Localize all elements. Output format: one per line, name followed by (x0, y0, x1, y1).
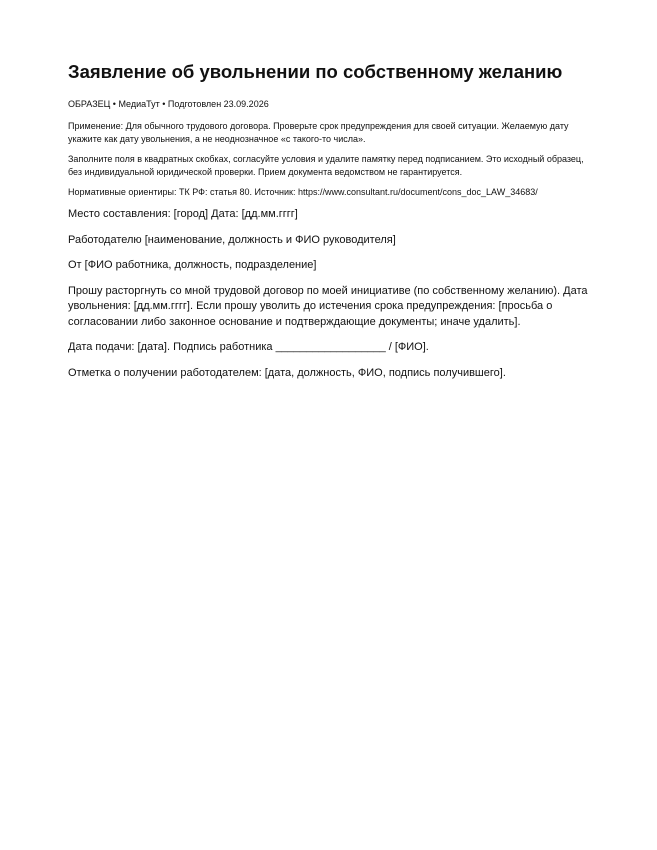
legal-references: Нормативные ориентиры: ТК РФ: статья 80. Источник: https://www.consultant.ru/document/cons_doc_LAW_34683/ (68, 187, 538, 197)
place-and-date-line: Место составления: [город] Дата: [дд.мм.гггг] (68, 208, 298, 220)
employer-receipt-mark-line: Отметка о получении работодателем: [дата, должность, ФИО, подпись получившего]. (68, 366, 506, 379)
resignation-request-paragraph: Прошу расторгнуть со мной трудовой договор по моей инициативе (по собственному желанию). Дата увольнения: [дд.мм.гггг]. Если прошу уволить до истечения срока предупреждения: [просьба о согласовании либо законное основание и подтверждающие документы; иначе удалить]. (68, 284, 588, 328)
document-meta: ОБРАЗЕЦ • МедиаТут • Подготовлен 23.09.2026 (68, 99, 269, 109)
employee-sender-line: От [ФИО работника, должность, подразделение] (68, 259, 317, 271)
employer-addressee-line: Работодателю [наименование, должность и ФИО руководителя] (68, 233, 396, 246)
document-title: Заявление об увольнении по собственному желанию (68, 61, 563, 82)
document-page (68, 60, 592, 391)
submission-signature-line: Дата подачи: [дата]. Подпись работника __________________ / [ФИО]. (68, 341, 429, 353)
application-note: Применение: Для обычного трудового договора. Проверьте срок предупреждения для своей ситуации. Желаемую дату укажите как дату увольнения, а не неоднозначное «с такого-то числа». (68, 121, 569, 144)
fill-instructions-note: Заполните поля в квадратных скобках, согласуйте условия и удалите памятку перед подписанием. Это исходный образец, без индивидуальной юридической проверки. Прием документа ведомством не гарантируется. (68, 154, 584, 177)
